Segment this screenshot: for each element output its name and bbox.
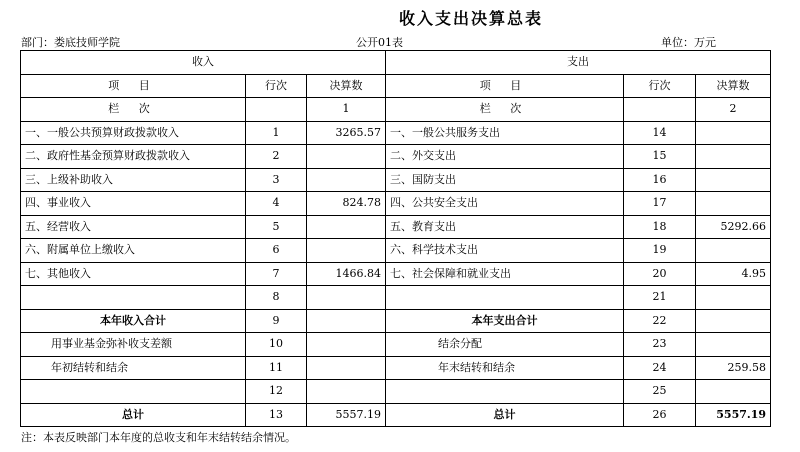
expense-row-no-cell: 15 bbox=[624, 145, 696, 169]
expense-section-header: 支出 bbox=[386, 51, 771, 75]
expense-item-cell: 五、教育支出 bbox=[386, 215, 624, 239]
income-amount-header: 决算数 bbox=[307, 74, 386, 98]
income-item-cell: 三、上级补助收入 bbox=[21, 168, 246, 192]
expense-row-no-cell: 23 bbox=[624, 333, 696, 357]
income-item-cell: 二、政府性基金预算财政拨款收入 bbox=[21, 145, 246, 169]
expense-row-no-cell: 18 bbox=[624, 215, 696, 239]
income-row-no-cell: 7 bbox=[246, 262, 307, 286]
expense-item-cell bbox=[386, 286, 624, 310]
table-row bbox=[21, 356, 771, 380]
table-row bbox=[21, 262, 771, 286]
table-row bbox=[21, 168, 771, 192]
income-row-no-cell: 6 bbox=[246, 239, 307, 263]
expense-amount-cell bbox=[696, 286, 771, 310]
income-item-cell: 用事业基金弥补收支差额 bbox=[21, 333, 246, 357]
expense-item-cell: 结余分配 bbox=[386, 333, 624, 357]
income-item-cell bbox=[21, 286, 246, 310]
column-header-row bbox=[21, 74, 771, 98]
expense-amount-cell: 5292.66 bbox=[696, 215, 771, 239]
expense-amount-cell bbox=[696, 168, 771, 192]
form-code-label: 公开01表 bbox=[356, 36, 403, 49]
income-subtotal-label: 本年收入合计 bbox=[21, 309, 246, 333]
income-row-no-cell: 8 bbox=[246, 286, 307, 310]
table-row bbox=[21, 333, 771, 357]
income-amount-cell bbox=[307, 215, 386, 239]
income-amount-cell: 1466.84 bbox=[307, 262, 386, 286]
table-row bbox=[21, 239, 771, 263]
expense-total-label: 总计 bbox=[386, 403, 624, 427]
table-row bbox=[21, 121, 771, 145]
income-total-amount: 5557.19 bbox=[307, 403, 386, 427]
income-total-label: 总计 bbox=[21, 403, 246, 427]
income-amount-cell: 824.78 bbox=[307, 192, 386, 216]
income-subtotal-row-no: 9 bbox=[246, 309, 307, 333]
unit-label: 单位：万元 bbox=[661, 36, 716, 49]
table-row bbox=[21, 286, 771, 310]
expense-amount-cell bbox=[696, 380, 771, 404]
page-title: 收入支出决算总表 bbox=[398, 9, 543, 28]
table-row bbox=[21, 215, 771, 239]
income-column-blank bbox=[246, 98, 307, 122]
expense-item-cell: 六、科学技术支出 bbox=[386, 239, 624, 263]
expense-amount-cell: 4.95 bbox=[696, 262, 771, 286]
expense-row-no-cell: 17 bbox=[624, 192, 696, 216]
expense-row-no-cell: 20 bbox=[624, 262, 696, 286]
income-column-label: 栏 次 bbox=[21, 98, 246, 122]
expense-column-label: 栏 次 bbox=[386, 98, 624, 122]
expense-row-no-header: 行次 bbox=[624, 74, 696, 98]
expense-subtotal-label: 本年支出合计 bbox=[386, 309, 624, 333]
expense-item-header: 项 目 bbox=[386, 74, 624, 98]
expense-column-blank bbox=[624, 98, 696, 122]
expense-item-cell: 四、公共安全支出 bbox=[386, 192, 624, 216]
income-subtotal-amount bbox=[307, 309, 386, 333]
income-row-no-cell: 12 bbox=[246, 380, 307, 404]
income-row-no-cell: 4 bbox=[246, 192, 307, 216]
table-row bbox=[21, 145, 771, 169]
income-expense-table bbox=[20, 50, 771, 427]
expense-row-no-cell: 25 bbox=[624, 380, 696, 404]
expense-amount-cell: 259.58 bbox=[696, 356, 771, 380]
income-item-cell: 六、附属单位上缴收入 bbox=[21, 239, 246, 263]
footnote: 注：本表反映部门本年度的总收支和年末结转结余情况。 bbox=[21, 431, 296, 444]
expense-amount-cell bbox=[696, 192, 771, 216]
expense-item-cell: 年末结转和结余 bbox=[386, 356, 624, 380]
income-amount-cell bbox=[307, 333, 386, 357]
expense-total-row-no: 26 bbox=[624, 403, 696, 427]
income-item-cell: 一、一般公共预算财政拨款收入 bbox=[21, 121, 246, 145]
income-item-cell bbox=[21, 380, 246, 404]
expense-row-no-cell: 16 bbox=[624, 168, 696, 192]
income-total-row-no: 13 bbox=[246, 403, 307, 427]
income-amount-cell: 3265.57 bbox=[307, 121, 386, 145]
income-row-no-header: 行次 bbox=[246, 74, 307, 98]
income-section-header: 收入 bbox=[21, 51, 386, 75]
income-amount-cell bbox=[307, 356, 386, 380]
income-amount-cell bbox=[307, 168, 386, 192]
expense-amount-cell bbox=[696, 145, 771, 169]
expense-amount-cell bbox=[696, 121, 771, 145]
income-row-no-cell: 5 bbox=[246, 215, 307, 239]
income-amount-cell bbox=[307, 286, 386, 310]
expense-total-amount: 5557.19 bbox=[696, 403, 771, 427]
income-row-no-cell: 10 bbox=[246, 333, 307, 357]
expense-item-cell: 七、社会保障和就业支出 bbox=[386, 262, 624, 286]
income-amount-cell bbox=[307, 380, 386, 404]
income-row-no-cell: 1 bbox=[246, 121, 307, 145]
expense-subtotal-amount bbox=[696, 309, 771, 333]
income-row-no-cell: 11 bbox=[246, 356, 307, 380]
column-index-row bbox=[21, 98, 771, 122]
table-row bbox=[21, 192, 771, 216]
expense-row-no-cell: 14 bbox=[624, 121, 696, 145]
expense-item-cell: 三、国防支出 bbox=[386, 168, 624, 192]
expense-row-no-cell: 19 bbox=[624, 239, 696, 263]
table-row bbox=[21, 380, 771, 404]
income-item-cell: 四、事业收入 bbox=[21, 192, 246, 216]
income-row-no-cell: 3 bbox=[246, 168, 307, 192]
income-amount-cell bbox=[307, 239, 386, 263]
income-amount-cell bbox=[307, 145, 386, 169]
income-item-header: 项 目 bbox=[21, 74, 246, 98]
income-column-number: 1 bbox=[307, 98, 386, 122]
income-item-cell: 七、其他收入 bbox=[21, 262, 246, 286]
expense-amount-header: 决算数 bbox=[696, 74, 771, 98]
expense-column-number: 2 bbox=[696, 98, 771, 122]
expense-row-no-cell: 24 bbox=[624, 356, 696, 380]
department-label: 部门：娄底技师学院 bbox=[21, 36, 120, 49]
expense-amount-cell bbox=[696, 239, 771, 263]
expense-row-no-cell: 21 bbox=[624, 286, 696, 310]
expense-amount-cell bbox=[696, 333, 771, 357]
subtotal-row bbox=[21, 309, 771, 333]
income-item-cell: 五、经营收入 bbox=[21, 215, 246, 239]
expense-item-cell bbox=[386, 380, 624, 404]
expense-subtotal-row-no: 22 bbox=[624, 309, 696, 333]
total-row bbox=[21, 403, 771, 427]
section-header-row bbox=[21, 51, 771, 75]
income-item-cell: 年初结转和结余 bbox=[21, 356, 246, 380]
expense-item-cell: 一、一般公共服务支出 bbox=[386, 121, 624, 145]
income-row-no-cell: 2 bbox=[246, 145, 307, 169]
expense-item-cell: 二、外交支出 bbox=[386, 145, 624, 169]
